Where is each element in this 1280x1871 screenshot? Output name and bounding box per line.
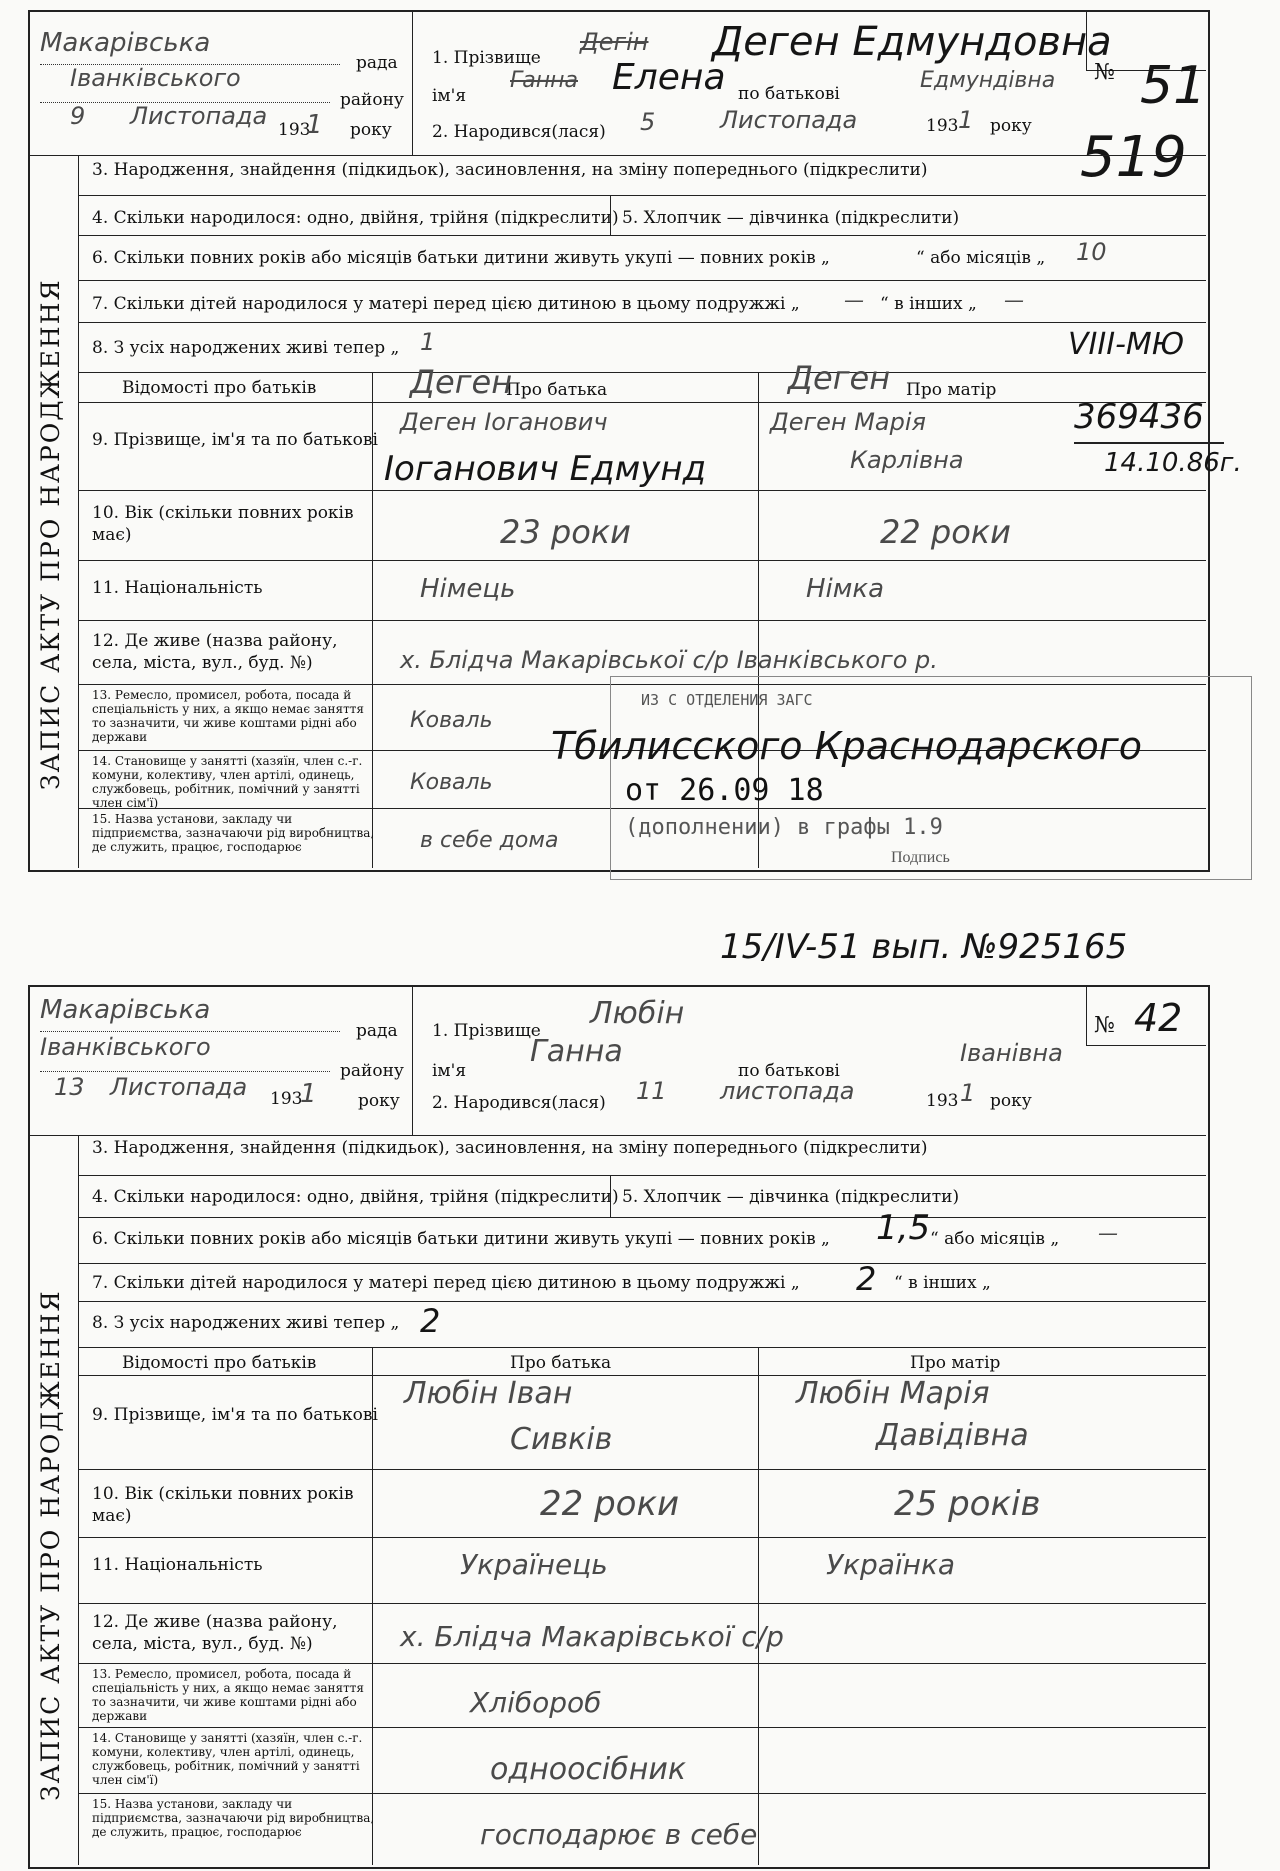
surname-label: 1. Прізвище: [432, 48, 541, 68]
q14-label: 14. Становище у занятті (хазяїн, член с.-г. комуни, колективу, член артілі, одинець, службовець, робітник, помічний у занятті член сім'ї): [92, 754, 363, 810]
patronymic-label: по батькові: [738, 84, 840, 104]
q5-label: 5. Хлопчик — дівчинка (підкреслити): [622, 1187, 960, 1207]
father-status: одноосібник: [490, 1752, 686, 1787]
q3-label: 3. Народження, знайдення (підкидьок), засиновлення, на зміну попереднього (підкреслити): [92, 160, 928, 180]
surname-label: 1. Прізвище: [432, 1021, 541, 1041]
q12-label: 12. Де живе (назва району, села, міста, вул., буд. №): [92, 631, 338, 673]
date-year: 1: [300, 1079, 317, 1109]
q7-other-value: —: [1004, 288, 1024, 312]
section-title: ЗАПИС АКТУ ПРО НАРОДЖЕННЯ: [36, 1289, 65, 1801]
father-nat: Українець: [460, 1548, 608, 1581]
father-age: 22 роки: [540, 1484, 680, 1524]
q6-label: 6. Скільки повних років або місяців батьки дитини живуть укупі — повних років „: [92, 248, 830, 268]
q6-years-value: 1,5: [876, 1208, 931, 1248]
q4-label: 4. Скільки народилося: одно, двійня, трійня (підкреслити): [92, 1187, 619, 1207]
date-month: Листопада: [130, 102, 268, 130]
date-day: 9: [70, 102, 86, 130]
raion-value: Іванківського: [70, 64, 241, 92]
name-label: ім'я: [432, 1061, 467, 1081]
about-mother: Про матір: [906, 380, 997, 400]
father-surname-over: Деген: [410, 363, 513, 401]
q7-label: 7. Скільки дітей народилося у матері перед цією дитиною в цьому подружжі „: [92, 1273, 800, 1293]
born-label: 2. Народився(лася): [432, 1093, 606, 1113]
margin-date: 14.10.86г.: [1104, 448, 1242, 478]
q8-label: 8. З усіх народжених живі тепер „: [92, 338, 400, 358]
q7-value: 2: [856, 1260, 877, 1298]
q3-label: 3. Народження, знайдення (підкидьок), засиновлення, на зміну попереднього (підкреслити): [92, 1138, 928, 1158]
stamp-line4: (дополнении) в графы 1.9: [625, 815, 943, 840]
q10-label: 10. Вік (скільки повних років має): [92, 1484, 354, 1526]
mother-surname-over: Деген: [788, 359, 891, 397]
q5-label: 5. Хлопчик — дівчинка (підкреслити): [622, 208, 960, 228]
number-value: 51: [1140, 56, 1207, 116]
born-day: 11: [636, 1077, 667, 1105]
q11-label: 11. Національність: [92, 1555, 263, 1575]
roku-label: року: [350, 120, 392, 140]
q8-value: 1: [420, 328, 436, 356]
name-crossed: Ганна: [510, 68, 578, 93]
corner-note: VIII-МЮ: [1068, 327, 1185, 362]
parents-header: Відомості про батьків: [122, 1353, 317, 1373]
patronymic-label: по батькові: [738, 1061, 840, 1081]
correction-stamp: [551, 676, 1252, 880]
q15-label: 15. Назва установи, закладу чи підприємства, зазначаючи рід виробництва, де служить, працює, господарює: [92, 1797, 375, 1839]
q6-label: 6. Скільки повних років або місяців батьки дитини живуть укупі — повних років „: [92, 1229, 830, 1249]
father-job: Хлібороб: [470, 1686, 602, 1719]
father-name: Деген Іоганович: [400, 408, 608, 436]
born-year: 1: [960, 1079, 976, 1107]
mother-name: Деген Марія: [770, 408, 926, 436]
q13-label: 13. Ремесло, промисел, робота, посада й спеціальність у них, а якщо немає заняття то зазначити, чи живе коштами рідні або держави: [92, 1667, 364, 1723]
q7-value: —: [844, 288, 864, 312]
rada-value: Макарівська: [40, 995, 211, 1025]
date-month: Листопада: [110, 1073, 248, 1101]
born-month: Листопада: [720, 106, 858, 134]
about-father: Про батька: [510, 1353, 612, 1373]
q9-label: 9. Прізвище, ім'я та по батькові: [92, 1405, 378, 1425]
year-prefix: 193: [270, 1089, 303, 1109]
margin-num: 369436: [1074, 397, 1204, 437]
q7-other-label: “ в інших „: [880, 294, 977, 314]
name-value: Ганна: [530, 1034, 623, 1069]
q4-label: 4. Скільки народилося: одно, двійня, трійня (підкреслити): [92, 208, 619, 228]
q9-label: 9. Прізвище, ім'я та по батькові: [92, 430, 378, 450]
q8-value: 2: [420, 1302, 441, 1340]
raion-value: Іванківського: [40, 1033, 211, 1061]
q13-label: 13. Ремесло, промисел, робота, посада й спеціальність у них, а якщо немає заняття то зазначити, чи живе коштами рідні або держави: [92, 688, 364, 744]
number-label: №: [1094, 1013, 1115, 1038]
q6-months-value: —: [1098, 1221, 1118, 1245]
rada-label: рада: [356, 53, 398, 73]
section-title: ЗАПИС АКТУ ПРО НАРОДЖЕННЯ: [36, 278, 65, 790]
below-note: 15/IV-51 вып. №925165: [720, 927, 1128, 967]
stamp-line3: от 26.09 18: [625, 773, 824, 808]
q8-label: 8. З усіх народжених живі тепер „: [92, 1313, 400, 1333]
number-value: 42: [1134, 996, 1183, 1040]
number-extra: 519: [1080, 125, 1187, 190]
q12-label: 12. Де живе (назва району, села, міста, вул., буд. №): [92, 1612, 338, 1654]
year-prefix: 193: [278, 120, 311, 140]
father-name2: Сивків: [510, 1422, 613, 1457]
rada-value: Макарівська: [40, 28, 211, 58]
address: х. Блідча Макарівської с/р Іванківського р.: [400, 646, 938, 674]
raion-label: району: [340, 90, 404, 110]
rada-label: рада: [356, 1021, 398, 1041]
about-mother: Про матір: [910, 1353, 1001, 1373]
q11-label: 11. Національність: [92, 578, 263, 598]
born-label: 2. Народився(лася): [432, 122, 606, 142]
name-label: ім'я: [432, 86, 467, 106]
stamp-line1: ИЗ С ОТДЕЛЕНИЯ ЗАГС: [641, 691, 813, 709]
q6-months-label: “ або місяців „: [916, 248, 1046, 268]
father-name2: Іоганович Едмунд: [384, 449, 707, 489]
surname-value: Деген Едмундовна: [712, 19, 1112, 65]
born-day: 5: [640, 108, 656, 136]
patronymic-value: Едмундівна: [920, 68, 1056, 93]
name-value: Елена: [612, 57, 726, 98]
mother-name2: Давідівна: [876, 1418, 1029, 1453]
q7-other-label: “ в інших „: [894, 1273, 991, 1293]
address: х. Блідча Макарівської с/р: [400, 1620, 784, 1653]
born-year: 1: [958, 106, 974, 134]
mother-name: Любін Марія: [796, 1376, 990, 1411]
mother-age: 22 роки: [880, 513, 1011, 551]
mother-nat: Українка: [826, 1548, 956, 1581]
surname-value: Любін: [590, 996, 685, 1031]
q7-label: 7. Скільки дітей народилося у матері перед цією дитиною в цьому подружжі „: [92, 294, 800, 314]
mother-age: 25 років: [894, 1484, 1041, 1524]
born-roku: року: [990, 116, 1032, 136]
parents-header: Відомості про батьків: [122, 378, 317, 398]
q6-months-value: 10: [1076, 238, 1107, 266]
stamp-sign: Подпись: [891, 849, 950, 866]
date-year: 1: [306, 110, 323, 140]
date-day: 13: [54, 1073, 85, 1101]
record-2: [0, 975, 1280, 1871]
born-year-prefix: 193: [926, 116, 959, 136]
mother-nat: Німка: [806, 574, 885, 604]
mother-name2: Карлівна: [850, 446, 964, 474]
roku-label: року: [358, 1091, 400, 1111]
father-nat: Німець: [420, 574, 516, 604]
father-name: Любін Іван: [404, 1376, 573, 1411]
stamp-line2: Тбилисского Краснодарского: [551, 724, 1142, 768]
q15-label: 15. Назва установи, закладу чи підприємства, зазначаючи рід виробництва, де служить, працює, господарює: [92, 812, 375, 854]
father-org: в себе дома: [420, 828, 559, 853]
surname-crossed: Дегін: [580, 28, 649, 56]
patronymic-value: Іванівна: [960, 1039, 1063, 1067]
father-age: 23 роки: [500, 513, 631, 551]
born-month: листопада: [720, 1077, 855, 1105]
born-year-prefix: 193: [926, 1091, 959, 1111]
q14-label: 14. Становище у занятті (хазяїн, член с.-г. комуни, колективу, член артілі, одинець, службовець, робітник, помічний у занятті член сім'ї): [92, 1731, 363, 1787]
about-father: Про батька: [506, 380, 608, 400]
born-roku: року: [990, 1091, 1032, 1111]
q6-months-label: “ або місяців „: [930, 1229, 1060, 1249]
father-org: господарює в себе: [480, 1818, 758, 1851]
q10-label: 10. Вік (скільки повних років має): [92, 503, 354, 545]
raion-label: району: [340, 1061, 404, 1081]
father-job: Коваль: [410, 708, 493, 733]
number-label: №: [1094, 60, 1115, 85]
father-status: Коваль: [410, 770, 493, 795]
